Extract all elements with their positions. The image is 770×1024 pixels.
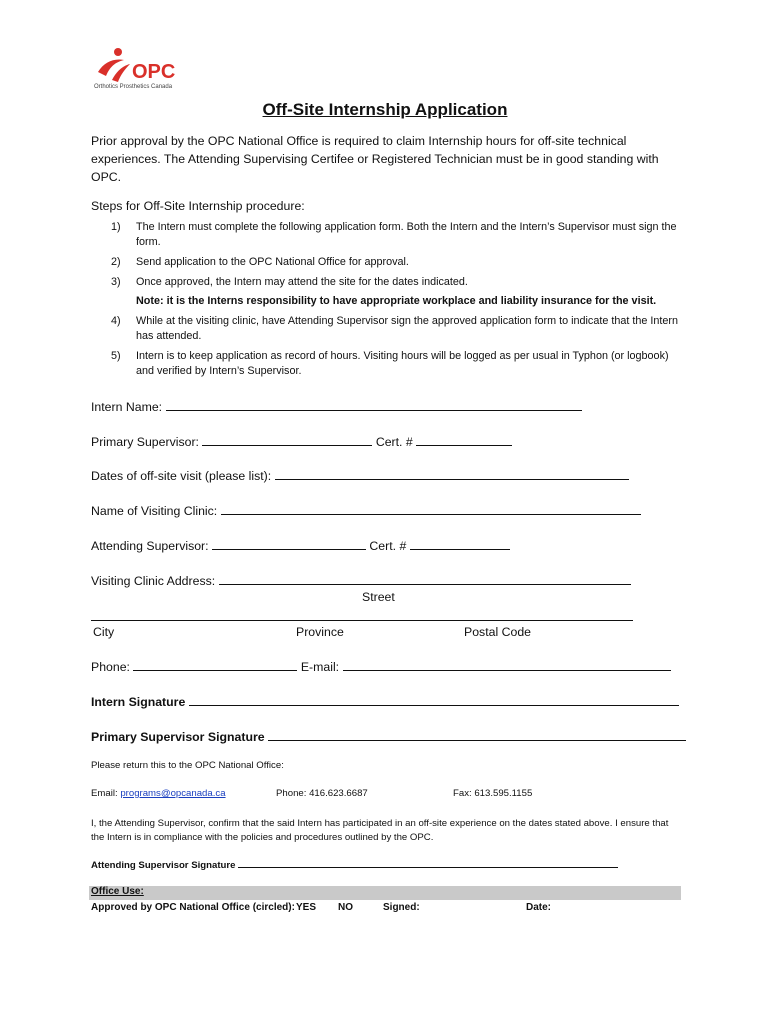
primary-supervisor-input[interactable]: [202, 433, 372, 446]
office-use-bar: [89, 886, 681, 900]
intern-signature-input[interactable]: [189, 693, 679, 706]
dates-label: Dates of off-site visit (please list):: [91, 469, 272, 483]
attending-supervisor-input[interactable]: [212, 537, 366, 550]
insurance-note: Note: it is the Interns responsibility to have appropriate workplace and liability insurance for the visit.: [136, 295, 657, 307]
list-item: 2) Send application to the OPC National Office for approval.: [111, 256, 409, 268]
primary-supervisor-row: [91, 433, 512, 449]
email-link[interactable]: programs@opcanada.ca: [120, 788, 226, 799]
email-contact: Email: programs@opcanada.ca: [91, 788, 226, 799]
street-caption: Street: [362, 590, 395, 604]
confirmation-text: I, the Attending Supervisor, confirm that the said Intern has participated in an off-site experience on the dates stated above. I ensure that the Intern is in compliance with the policies and procedures outlined by the OPC.: [91, 818, 669, 843]
primary-supervisor-signature-label: Primary Supervisor Signature: [91, 730, 265, 744]
intern-signature-row: [91, 693, 679, 709]
phone-label: Phone:: [91, 660, 130, 674]
steps-heading: Steps for Off-Site Internship procedure:: [91, 199, 305, 213]
office-use-label: Office Use:: [91, 886, 144, 897]
primary-supervisor-signature-row: [91, 728, 686, 744]
phone-contact: Phone: 416.623.6687: [276, 788, 368, 799]
page-title: Off-Site Internship Application: [262, 100, 508, 119]
primary-supervisor-label: Primary Supervisor:: [91, 435, 199, 449]
steps-list: [91, 220, 681, 384]
intern-name-input[interactable]: [166, 398, 582, 411]
city-province-postal-input[interactable]: [91, 608, 633, 621]
attending-signature-row: [91, 858, 618, 871]
logo-subtitle: Orthotics Prosthetics Canada: [94, 84, 173, 90]
clinic-address-label: Visiting Clinic Address:: [91, 574, 216, 588]
list-item: 5) Intern is to keep application as record of hours. Visiting hours will be logged as per usual in Typhon (or logbook) and verified by Intern’s Supervisor.: [111, 350, 669, 377]
attending-signature-input[interactable]: [238, 858, 618, 868]
cert-label: Cert. #: [375, 435, 413, 449]
attending-supervisor-label: Attending Supervisor:: [91, 539, 209, 553]
dates-row: [91, 467, 629, 483]
intern-name-label: Intern Name:: [91, 400, 163, 414]
clinic-name-label: Name of Visiting Clinic:: [91, 504, 218, 518]
list-item: 1) The Intern must complete the following application form. Both the Intern and the Intern’s Supervisor must sign the form.: [111, 221, 677, 248]
primary-supervisor-signature-input[interactable]: [268, 728, 686, 741]
intern-name-row: [91, 398, 582, 414]
signed-label: Signed:: [383, 902, 420, 913]
date-label: Date:: [526, 902, 552, 913]
email-label: E-mail:: [300, 660, 340, 674]
list-item: 3) Once approved, the Intern may attend the site for the dates indicated. Note: it is the Interns responsibility to have appropriate workplace and liability insurance for the visit.: [91, 275, 681, 309]
city-caption: City: [93, 625, 115, 639]
attending-signature-label: Attending Supervisor Signature: [91, 860, 236, 871]
approval-row: [91, 902, 295, 913]
clinic-address-row: [91, 572, 631, 588]
postal-code-caption: Postal Code: [464, 625, 531, 639]
opc-logo-mark: [94, 46, 190, 86]
fax-contact: Fax: 613.595.1155: [453, 788, 533, 799]
dates-input[interactable]: [275, 467, 629, 480]
return-instructions: Please return this to the OPC National Office:: [91, 760, 284, 771]
attending-supervisor-cert-input[interactable]: [410, 537, 510, 550]
approved-no[interactable]: NO: [338, 902, 353, 913]
list-item: 4) While at the visiting clinic, have Attending Supervisor sign the approved application form to indicate that the Intern has attended.: [111, 315, 678, 342]
intern-signature-label: Intern Signature: [91, 695, 186, 709]
province-caption: Province: [296, 625, 344, 639]
svg-text:OPC: OPC: [132, 61, 176, 83]
primary-supervisor-cert-input[interactable]: [416, 433, 512, 446]
cert-label-2: Cert. #: [369, 539, 407, 553]
phone-email-row: [91, 658, 671, 674]
email-input[interactable]: [343, 658, 671, 671]
attending-supervisor-row: [91, 537, 510, 553]
approved-yes[interactable]: YES: [296, 902, 317, 913]
clinic-name-row: [91, 502, 641, 518]
approved-label: Approved by OPC National Office (circled):: [91, 902, 295, 913]
street-input[interactable]: [219, 572, 631, 585]
clinic-name-input[interactable]: [221, 502, 641, 515]
phone-input[interactable]: [133, 658, 297, 671]
intro-paragraph: Prior approval by the OPC National Office is required to claim Internship hours for off-site technical experiences. The Attending Supervising Certifee or Registered Technician must be in good standing with OPC.: [91, 134, 659, 184]
